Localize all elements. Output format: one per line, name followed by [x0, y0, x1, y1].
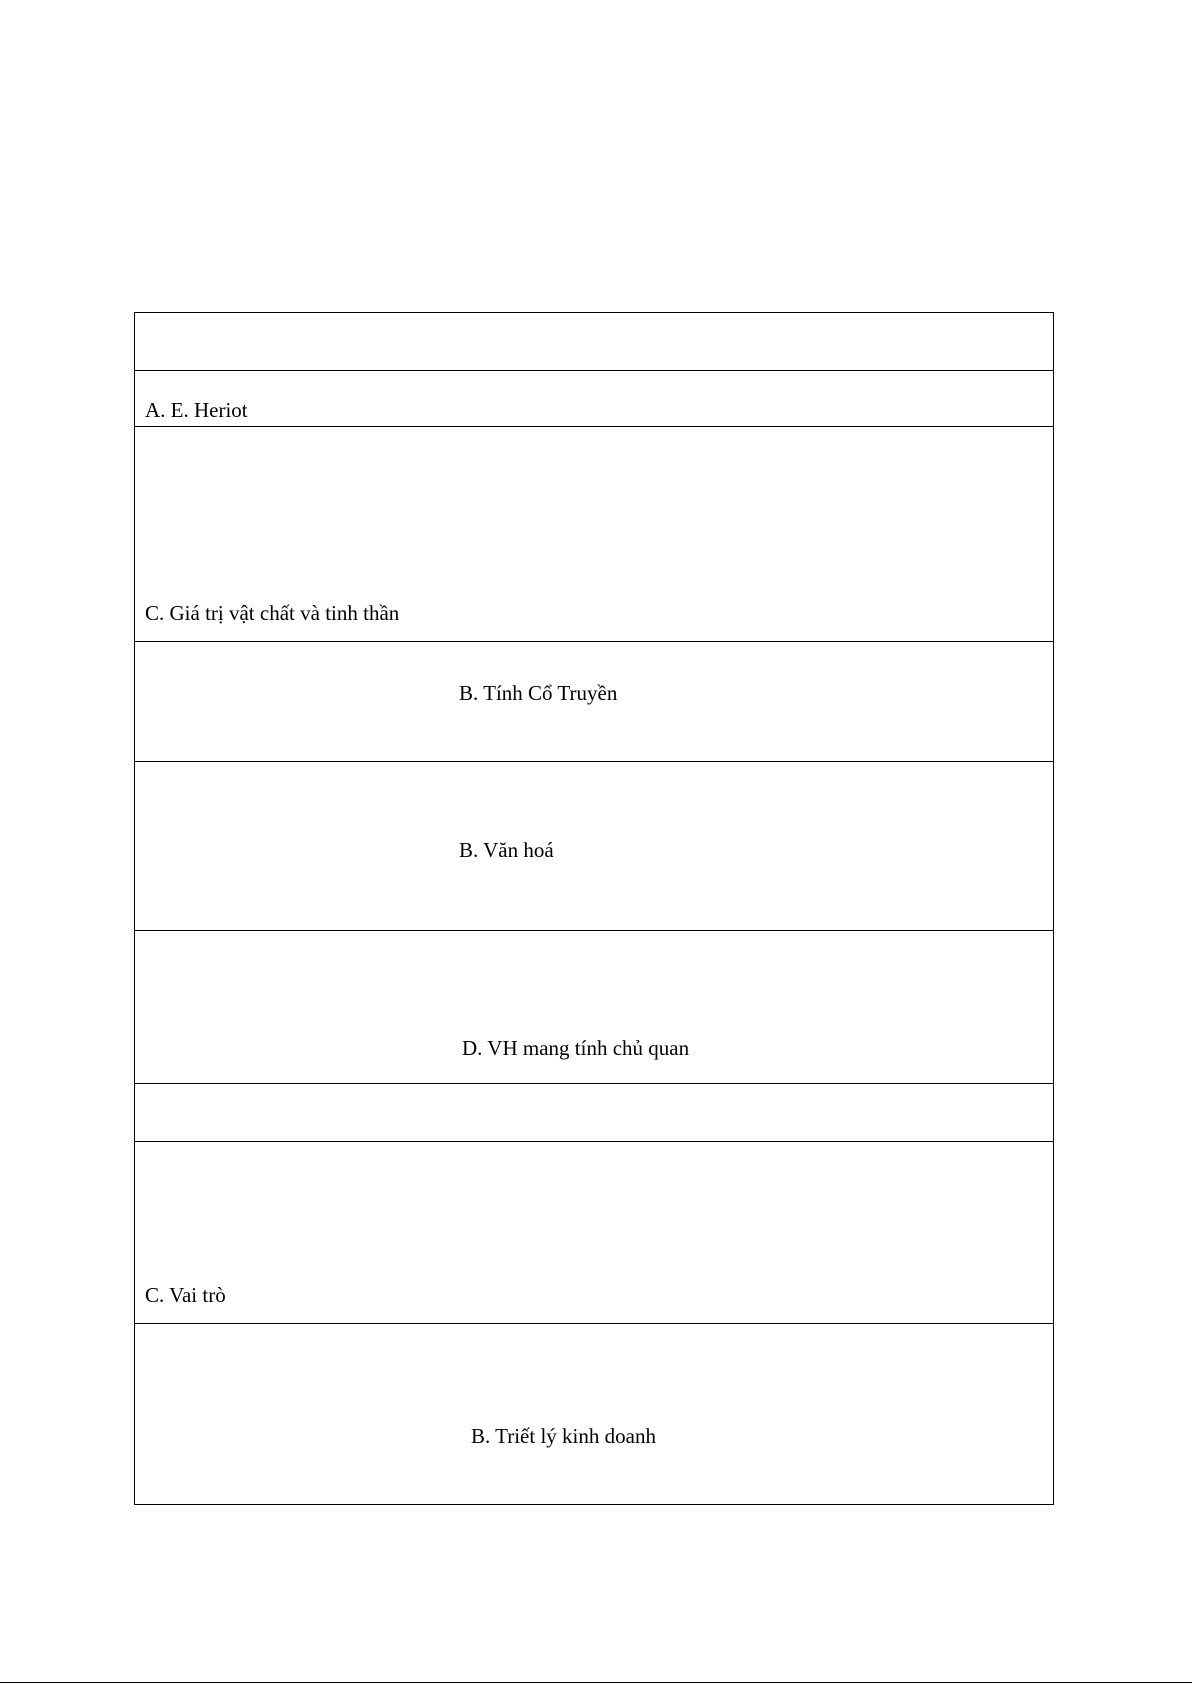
table-cell: [135, 1084, 1054, 1142]
answer-table: [134, 312, 1054, 1505]
table-row: [135, 931, 1054, 1084]
table-cell: [135, 1142, 1054, 1324]
table-row: [135, 762, 1054, 931]
table-cell: [135, 762, 1054, 931]
table-cell: [135, 1324, 1054, 1505]
table-row: [135, 642, 1054, 762]
footer-rule: [0, 1682, 1192, 1683]
table-cell: [135, 427, 1054, 642]
answer-text: D. VH mang tính chủ quan: [462, 1036, 690, 1060]
table-cell: [135, 642, 1054, 762]
answer-text: A. E. Heriot: [145, 397, 248, 422]
table-row: [135, 1084, 1054, 1142]
table-row: [135, 1324, 1054, 1505]
answer-text: C. Vai trò: [145, 1282, 226, 1307]
table-row: [135, 427, 1054, 642]
answer-text: C. Giá trị vật chất và tinh thần: [145, 600, 400, 625]
answer-text: B. Triết lý kinh doanh: [471, 1424, 656, 1448]
table-cell: [135, 931, 1054, 1084]
table-row: [135, 371, 1054, 427]
table-row: [135, 1142, 1054, 1324]
table-cell: [135, 313, 1054, 371]
answer-text: B. Tính Cổ Truyền: [459, 681, 618, 705]
table-cell: [135, 371, 1054, 427]
table-row: [135, 313, 1054, 371]
answer-text: B. Văn hoá: [459, 838, 554, 862]
